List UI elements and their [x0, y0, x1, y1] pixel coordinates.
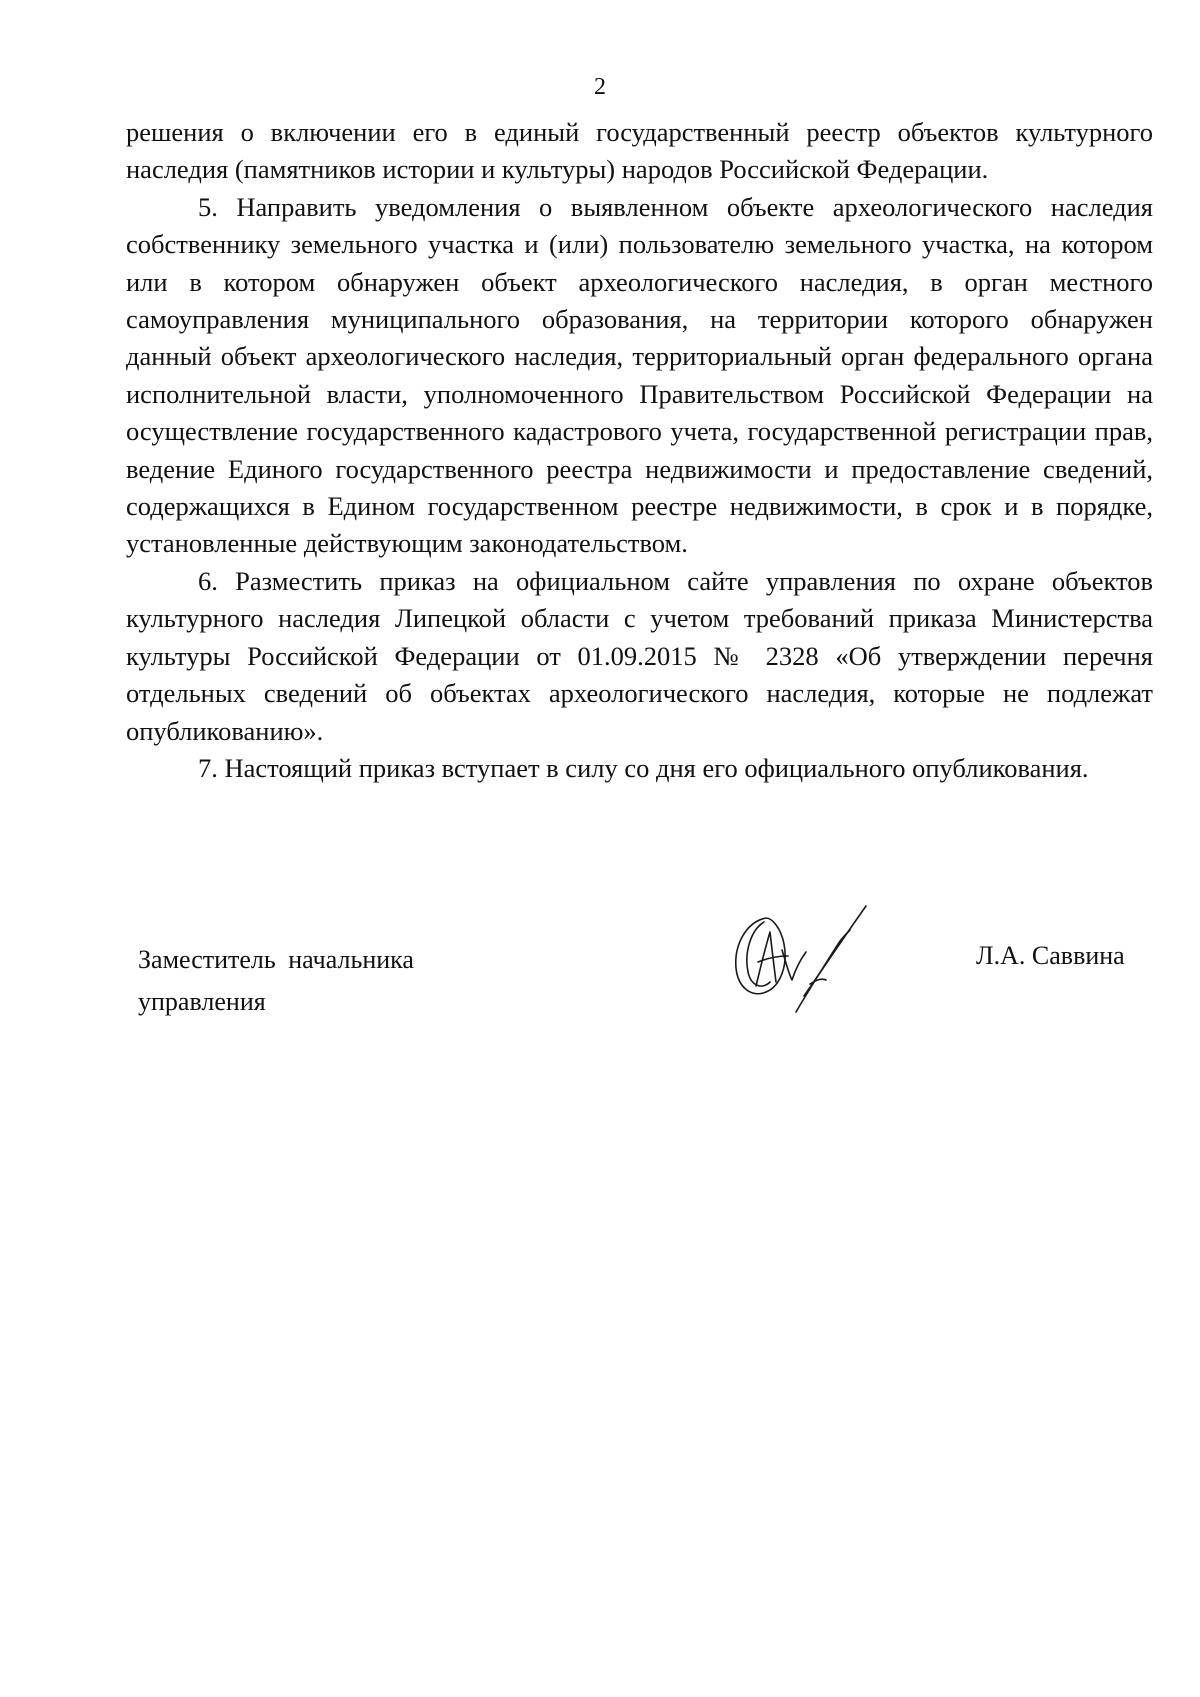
signatory-position [138, 939, 414, 1023]
signature-icon [726, 900, 886, 1020]
paragraph-continuation: решения о включении его в единый государственный реестр объектов культурного наследия (памятников истории и культуры) народов Российской Федерации. [126, 117, 1153, 185]
paragraph-item-5: 5. Направить уведомления о выявленном объекте археологического наследия собственнику земельного участка и (или) пользователю земельного участка, на котором или в котором обнаружен объект археологического наследия, в орган местного самоуправления муниципального образования, на территории которого обнаружен данный объект археологического наследия, территориальный орган федерального органа исполнительной власти, уполномоченного Правительством Российской Федерации на осуществление государственного кадастрового учета, государственной регистрации прав, ведение Единого государственного реестра недвижимости и предоставление сведений, содержащихся в Едином государственном реестре недвижимости, в срок и в порядке, установленные действующим законодательством. [126, 191, 1153, 559]
paragraph-item-7: 7. Настоящий приказ вступает в силу со дня его официального опубликования. [198, 752, 1089, 783]
paragraph-item-6: 6. Разместить приказ на официальном сайте управления по охране объектов культурного наследия Липецкой области с учетом требований приказа Министерства культуры Российской Федерации от 01.09.2015 № 2328 «Об утверждении перечня отдельных сведений об объектах археологического наследия, которые не подлежат опубликованию». [126, 565, 1153, 746]
page-number: 2 [594, 74, 606, 100]
document-body [126, 114, 1153, 787]
signatory-position-line2: управления [138, 987, 266, 1016]
signatory-name: Л.А. Саввина [976, 941, 1125, 970]
signatory-position-line1: Заместитель начальника [138, 945, 414, 974]
